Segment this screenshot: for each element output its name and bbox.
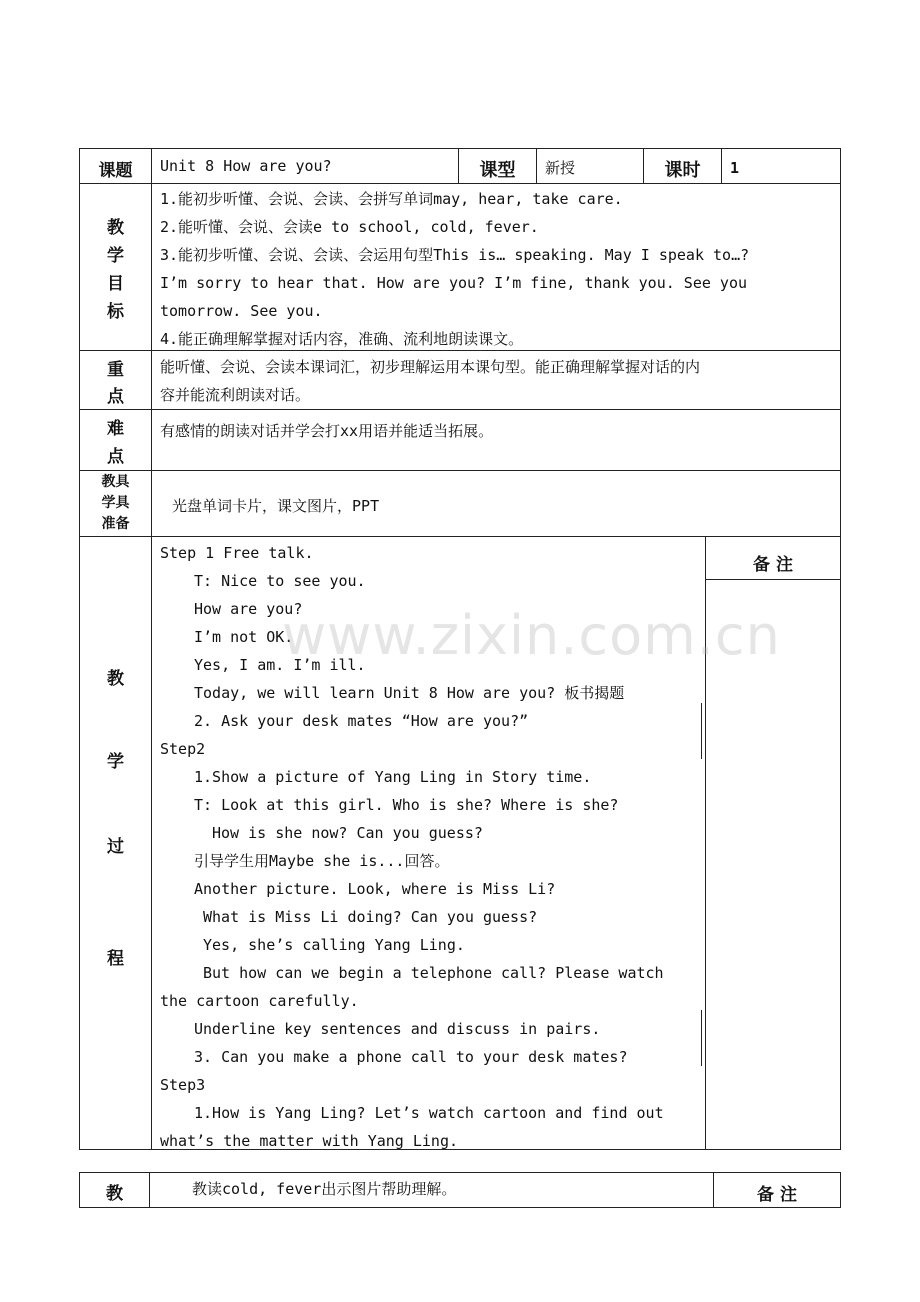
process-line: 1.Show a picture of Yang Ling in Story time. [194,768,592,786]
objective-line: 2.能听懂、会说、会读e to school, cold, fever. [160,218,539,236]
notes-label: 备 注 [753,555,793,575]
period-label: 课时 [664,160,701,181]
process-line: Underline key sentences and discuss in pairs. [194,1020,601,1038]
process-line: Step2 [160,740,206,758]
lesson-type-value: 新授 [545,159,576,177]
process-line: How are you? [194,600,303,618]
materials-text: 光盘单词卡片，课文图片，PPT [172,497,380,515]
key-points-line: 容并能流利朗读对话。 [160,386,311,404]
continuation-text: 教读cold, fever出示图片帮助理解。 [192,1180,457,1198]
process-line: 1.How is Yang Ling? Let’s watch cartoon and find out [194,1104,664,1122]
topic-label: 课题 [98,161,133,181]
objective-line: 1.能初步听懂、会说、会读、会拼写单词may, hear, take care. [160,190,623,208]
process-line: 3. Can you make a phone call to your desk mates? [194,1048,628,1066]
process-line: But how can we begin a telephone call? Please watch [203,964,664,982]
objective-line: 3.能初步听懂、会说、会读、会运用句型This is… speaking. May I speak to…? [160,246,750,264]
process-line: the cartoon carefully. [160,992,359,1010]
process-line: 引导学生用Maybe she is...回答。 [194,852,450,870]
process-line: T: Look at this girl. Who is she? Where is she? [194,796,619,814]
difficulties-text: 有感情的朗读对话并学会打xx用语并能适当拓展。 [160,422,494,440]
objective-line: tomorrow. See you. [160,302,323,320]
continuation-label: 教 [106,1184,123,1204]
process-line: I’m not OK. [194,628,294,646]
period-value: 1 [730,159,740,177]
process-line: What is Miss Li doing? Can you guess? [203,908,538,926]
lesson-type-label: 课型 [479,160,516,181]
process-line: T: Nice to see you. [194,572,366,590]
continuation-notes-label: 备 注 [757,1185,797,1205]
process-line: 2. Ask your desk mates “How are you?” [194,712,529,730]
objective-line: 4.能正确理解掌握对话内容，准确、流利地朗读课文。 [160,330,524,348]
process-line: Yes, I am. I’m ill. [194,656,366,674]
process-line: what’s the matter with Yang Ling. [160,1132,459,1150]
process-line: Step3 [160,1076,206,1094]
watermark: www.zixin.com.cn [282,604,781,667]
process-line: Step 1 Free talk. [160,544,314,562]
process-line: Yes, she’s calling Yang Ling. [203,936,465,954]
process-line: Today, we will learn Unit 8 How are you? 板书揭题 [194,684,625,702]
topic-value: Unit 8 How are you? [160,157,332,175]
process-line: Another picture. Look, where is Miss Li? [194,880,556,898]
key-points-line: 能听懂、会说、会读本课词汇，初步理解运用本课句型。能正确理解掌握对话的内 [160,358,701,376]
process-line: How is she now? Can you guess? [212,824,483,842]
objective-line: I’m sorry to hear that. How are you? I’m fine, thank you. See you [160,274,747,292]
